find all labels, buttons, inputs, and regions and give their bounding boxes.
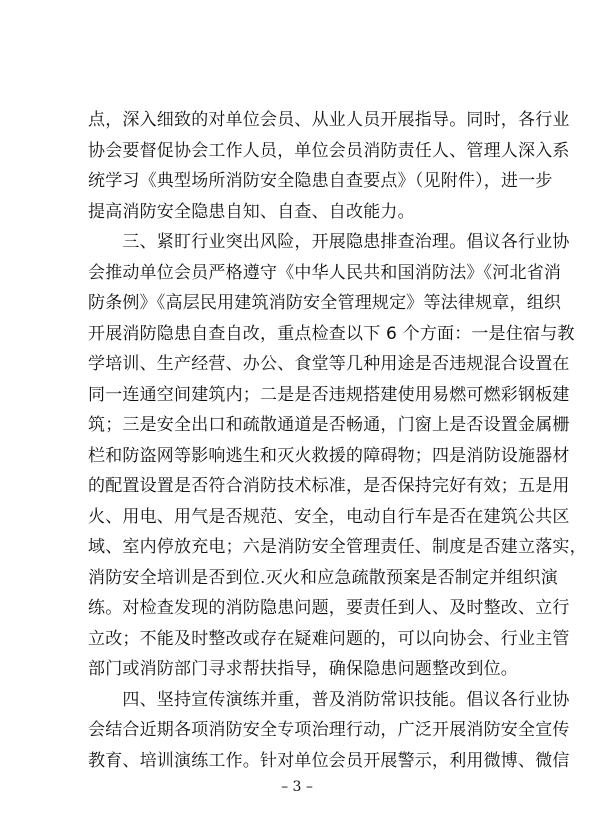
text-line: 立改；不能及时整改或存在疑难问题的，可以向协会、行业主管: [88, 628, 570, 649]
text-line: 四、坚持宣传演练并重，普及消防常识技能。倡议各行业协: [88, 689, 570, 710]
text-line: 火、用电、用气是否规范、安全，电动自行车是否在建筑公共区: [88, 506, 570, 527]
text-line: 防条例》《高层民用建筑消防安全管理规定》等法律规章，组织: [88, 293, 562, 313]
text-line: 点，深入细致的对单位会员、从业人员开展指导。同时，各行业: [88, 110, 570, 130]
text-line: 三、紧盯行业突出风险，开展隐患排查治理。倡议各行业协: [88, 232, 570, 252]
text-line: 消防安全培训是否到位.灭火和应急疏散预案是否制定并组织演: [88, 567, 559, 588]
text-line: 同一连通空间建筑内；二是是否违规搭建使用易燃可燃彩钢板建: [88, 384, 570, 405]
text-line: 提高消防安全隐患自知、自查、自改能力。: [88, 201, 415, 222]
text-line: 练。对检查发现的消防隐患问题，要责任到人、及时整改、立行: [88, 598, 570, 618]
body-text: [88, 105, 587, 776]
text-line: 教育、培训演练工作。针对单位会员开展警示，利用微博、微信: [88, 750, 570, 771]
text-line: 会结合近期各项消防安全专项治理行动，广泛开展消防安全宣传: [88, 720, 570, 740]
text-line: 部门或消防部门寻求帮扶指导，确保隐患问题整改到位。: [88, 659, 518, 679]
text-line: 开展消防隐患自查自改，重点检查以下 6 个方面：一是住宿与教: [88, 323, 575, 344]
text-line: 栏和防盗网等影响逃生和灭火救援的障碍物；四是消防设施器材: [88, 445, 570, 466]
text-line: 域、室内停放充电；六是消防安全管理责任、制度是否建立落实，: [88, 537, 587, 557]
text-line: 的配置设置是否符合消防技术标准，是否保持完好有效；五是用: [88, 476, 570, 496]
text-line: 统学习《典型场所消防安全隐患自查要点》（见附件），进一步: [88, 171, 553, 191]
text-line: 筑；三是安全出口和疏散通道是否畅通，门窗上是否设置金属栅: [88, 415, 570, 435]
text-line: 学培训、生产经营、办公、食堂等几种用途是否违规混合设置在: [88, 354, 570, 374]
text-line: 会推动单位会员严格遵守《中华人民共和国消防法》《河北省消: [88, 262, 562, 283]
text-line: 协会要督促协会工作人员，单位会员消防责任人、管理人深入系: [88, 140, 570, 161]
page-number: – 3 –: [281, 779, 313, 795]
